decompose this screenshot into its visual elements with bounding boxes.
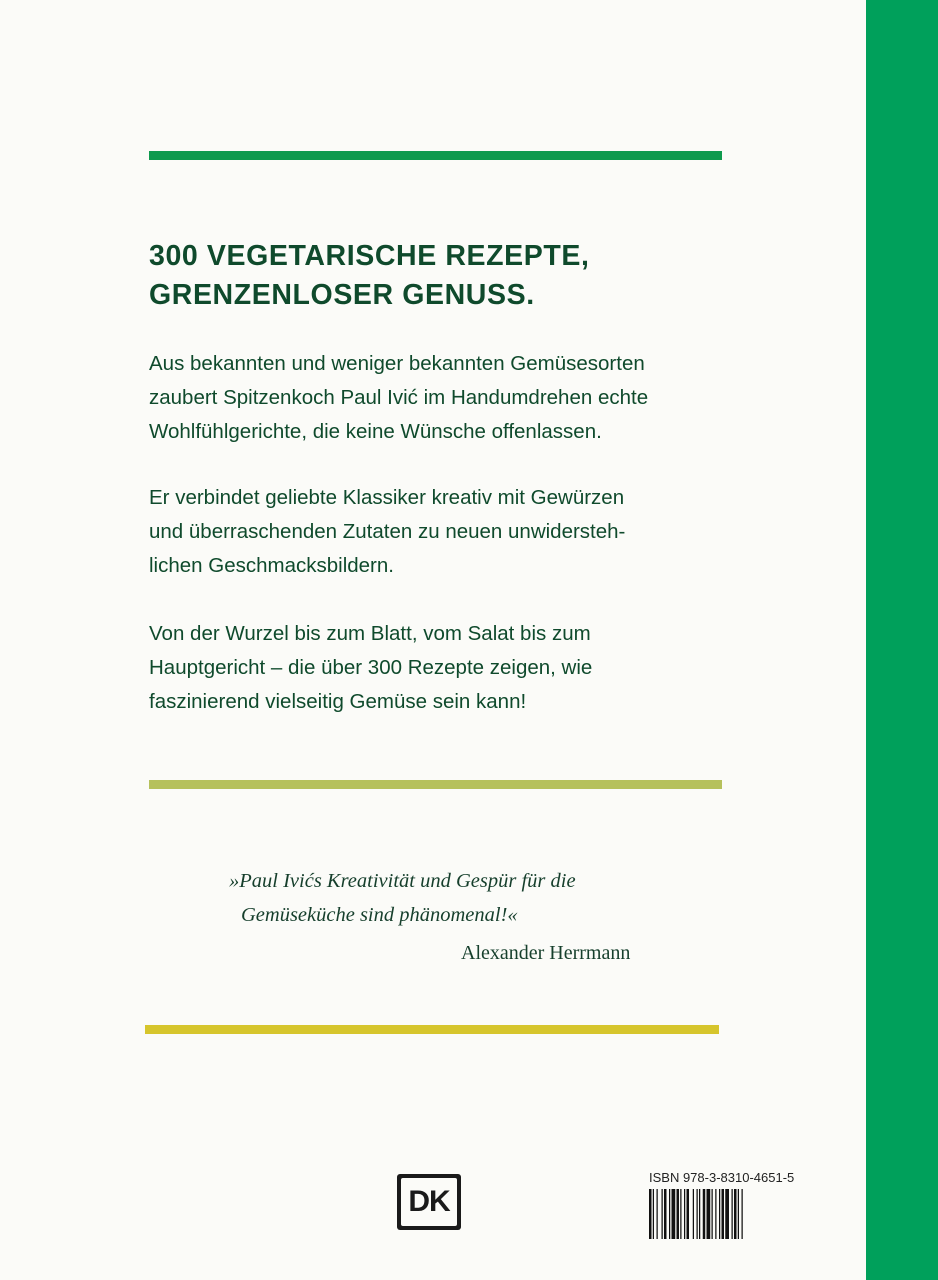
headline-line-1: 300 VEGETARISCHE REZEPTE, — [149, 240, 590, 272]
barcode-bar — [707, 1189, 711, 1239]
barcode-bar — [703, 1189, 706, 1239]
barcode-bar — [680, 1189, 681, 1239]
intro-paragraph — [149, 347, 789, 449]
barcode-bar — [677, 1189, 680, 1239]
barcode-bar — [734, 1189, 737, 1239]
barcode-bar — [697, 1189, 698, 1239]
barcode-bar — [715, 1189, 716, 1239]
barcode-bar — [684, 1189, 685, 1239]
paragraph-line: Hauptgericht – die über 300 Rezepte zeigen, wie — [149, 656, 593, 679]
barcode-bar — [722, 1189, 725, 1239]
middle-divider — [149, 780, 722, 789]
barcode-bar — [725, 1189, 729, 1239]
barcode-bar — [687, 1189, 690, 1239]
paragraph-line: faszinierend vielseitig Gemüse sein kann! — [149, 690, 527, 713]
quote-line-2: Gemüseküche sind phänomenal!« — [241, 904, 518, 926]
barcode-bar — [693, 1189, 694, 1239]
paragraph-line: lichen Geschmacksbildern. — [149, 554, 394, 577]
dk-logo-icon — [397, 1174, 461, 1230]
barcode-bar — [742, 1189, 743, 1239]
bottom-divider — [145, 1025, 719, 1034]
paragraph-line: zaubert Spitzenkoch Paul Ivić im Handumdrehen echte — [149, 386, 649, 409]
top-divider — [149, 151, 722, 160]
barcode-icon — [648, 1189, 800, 1239]
paragraph-line: Von der Wurzel bis zum Blatt, vom Salat bis zum — [149, 622, 591, 645]
paragraph-line: Er verbindet geliebte Klassiker kreativ mit Gewürzen — [149, 486, 625, 509]
barcode-bar — [664, 1189, 667, 1239]
barcode-bar — [653, 1189, 654, 1239]
barcode-bar — [719, 1189, 720, 1239]
barcode-bar — [669, 1189, 670, 1239]
paragraph-line: Aus bekannten und weniger bekannten Gemüsesorten — [149, 352, 645, 375]
headline — [149, 237, 749, 315]
barcode-bar — [732, 1189, 733, 1239]
quote-author: Alexander Herrmann — [461, 942, 631, 964]
barcode-bar — [657, 1189, 658, 1239]
barcode-bar — [738, 1189, 739, 1239]
paragraph-line: und überraschenden Zutaten zu neuen unwidersteh- — [149, 520, 626, 543]
book-spine — [866, 0, 938, 1280]
classics-paragraph — [149, 481, 789, 583]
barcode-bar — [699, 1189, 700, 1239]
recipes-paragraph — [149, 617, 789, 719]
barcode-bar — [649, 1189, 652, 1239]
quote-line-1: »Paul Ivićs Kreativität und Gespür für die — [229, 870, 576, 892]
barcode-bar — [712, 1189, 713, 1239]
barcode-bar — [672, 1189, 676, 1239]
paragraph-line: Wohlfühlgerichte, die keine Wünsche offenlassen. — [149, 420, 602, 443]
barcode-bar — [662, 1189, 663, 1239]
publisher-logo-text: DK — [401, 1178, 457, 1226]
testimonial-quote — [229, 864, 576, 932]
headline-line-2: GRENZENLOSER GENUSS. — [149, 279, 535, 311]
isbn-label: ISBN 978-3-8310-4651-5 — [649, 1170, 795, 1185]
